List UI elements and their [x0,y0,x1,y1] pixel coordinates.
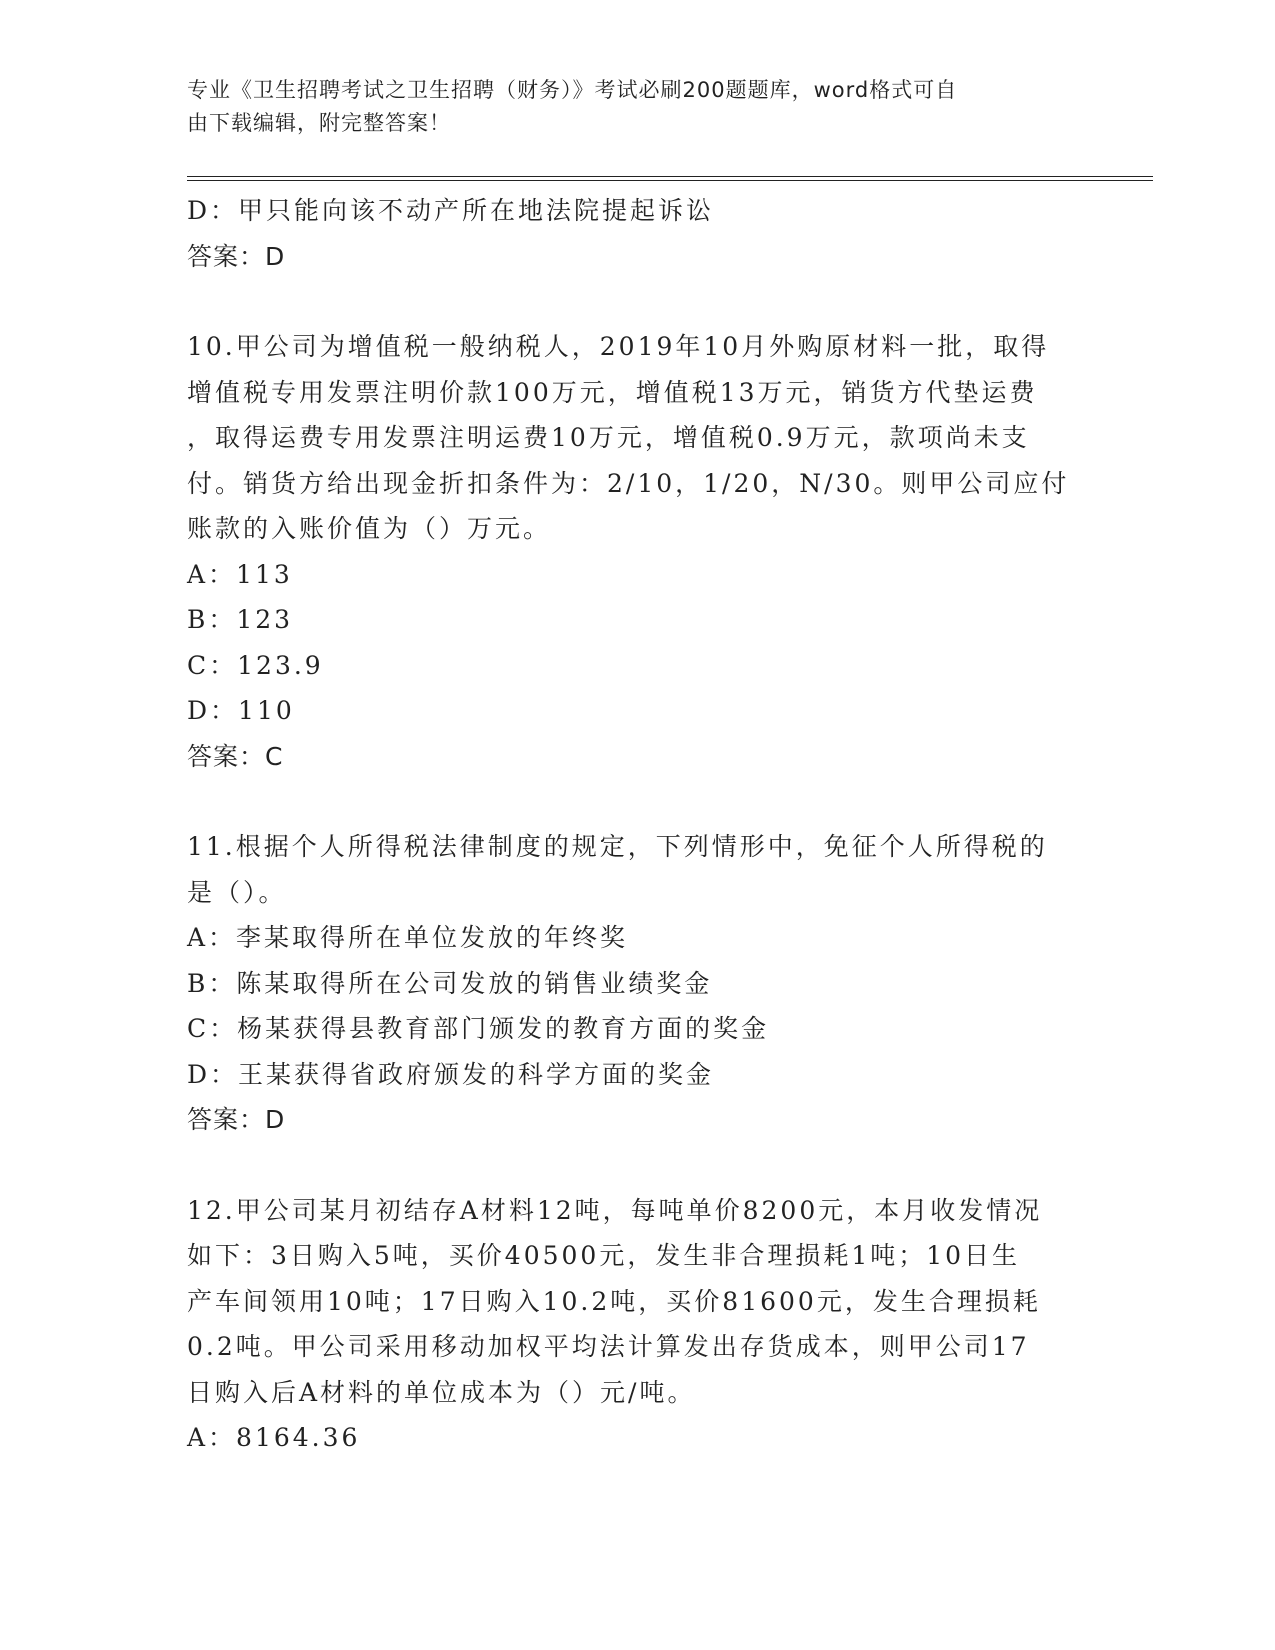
question-content [187,188,1087,1461]
header-title-line-2: 由下载编辑，附完整答案！ [187,111,451,135]
question-10-option-c: C：123.9 [187,650,324,680]
question-12 [187,1188,1087,1461]
spacer [187,779,1087,824]
question-12-line-4: 0.2吨。甲公司采用移动加权平均法计算发出存货成本，则甲公司17 [187,1332,1030,1361]
question-11 [187,824,1087,1143]
question-10-option-d: D：110 [187,696,295,725]
question-12-line-2: 如下：3日购入5吨，买价40500元，发生非合理损耗1吨；10日生 [187,1241,1021,1270]
question-11-option-c: C：杨某获得县教育部门颁发的教育方面的奖金 [187,1014,770,1043]
question-12-line-5: 日购入后A材料的单位成本为（）元/吨。 [187,1377,696,1407]
question-10-line-4: 付。销货方给出现金折扣条件为：2/10，1/20，N/30。则甲公司应付 [187,468,1070,498]
question-10 [187,324,1087,779]
question-10-answer: 答案：C [187,741,284,771]
question-11-answer: 答案：D [187,1105,286,1134]
spacer [187,1143,1087,1188]
question-10-line-2: 增值税专用发票注明价款100万元，增值税13万元，销货方代垫运费 [187,377,1038,407]
question-11-option-a: A：李某取得所在单位发放的年终奖 [187,923,629,952]
question-11-line-1: 11.根据个人所得税法律制度的规定，下列情形中，免征个人所得税的 [187,832,1048,861]
question-12-line-3: 产车间领用10吨；17日购入10.2吨，买价81600元，发生合理损耗 [187,1286,1041,1316]
question-10-line-1: 10.甲公司为增值税一般纳税人，2019年10月外购原材料一批，取得 [187,332,1050,361]
question-10-line-5: 账款的入账价值为（）万元。 [187,514,552,543]
question-10-line-3: ，取得运费专用发票注明运费10万元，增值税0.9万元，款项尚未支 [187,423,1030,452]
question-11-option-b: B：陈某取得所在公司发放的销售业绩奖金 [187,968,713,998]
spacer [187,279,1087,324]
question-12-option-a: A：8164.36 [187,1423,361,1452]
prev-option-d: D：甲只能向该不动产所在地法院提起诉讼 [187,196,715,225]
question-11-line-2: 是（）。 [187,877,287,907]
header-divider [187,176,1153,181]
question-12-line-1: 12.甲公司某月初结存A材料12吨，每吨单价8200元，本月收发情况 [187,1195,1043,1225]
question-10-option-a: A：113 [187,559,293,589]
question-10-option-b: B：123 [187,605,294,634]
document-header [187,74,1067,140]
header-title-line-1: 专业《卫生招聘考试之卫生招聘（财务）》考试必刷200题题库，word格式可自 [187,78,958,102]
question-11-option-d: D：王某获得省政府颁发的科学方面的奖金 [187,1059,715,1089]
prev-answer: 答案：D [187,241,286,271]
